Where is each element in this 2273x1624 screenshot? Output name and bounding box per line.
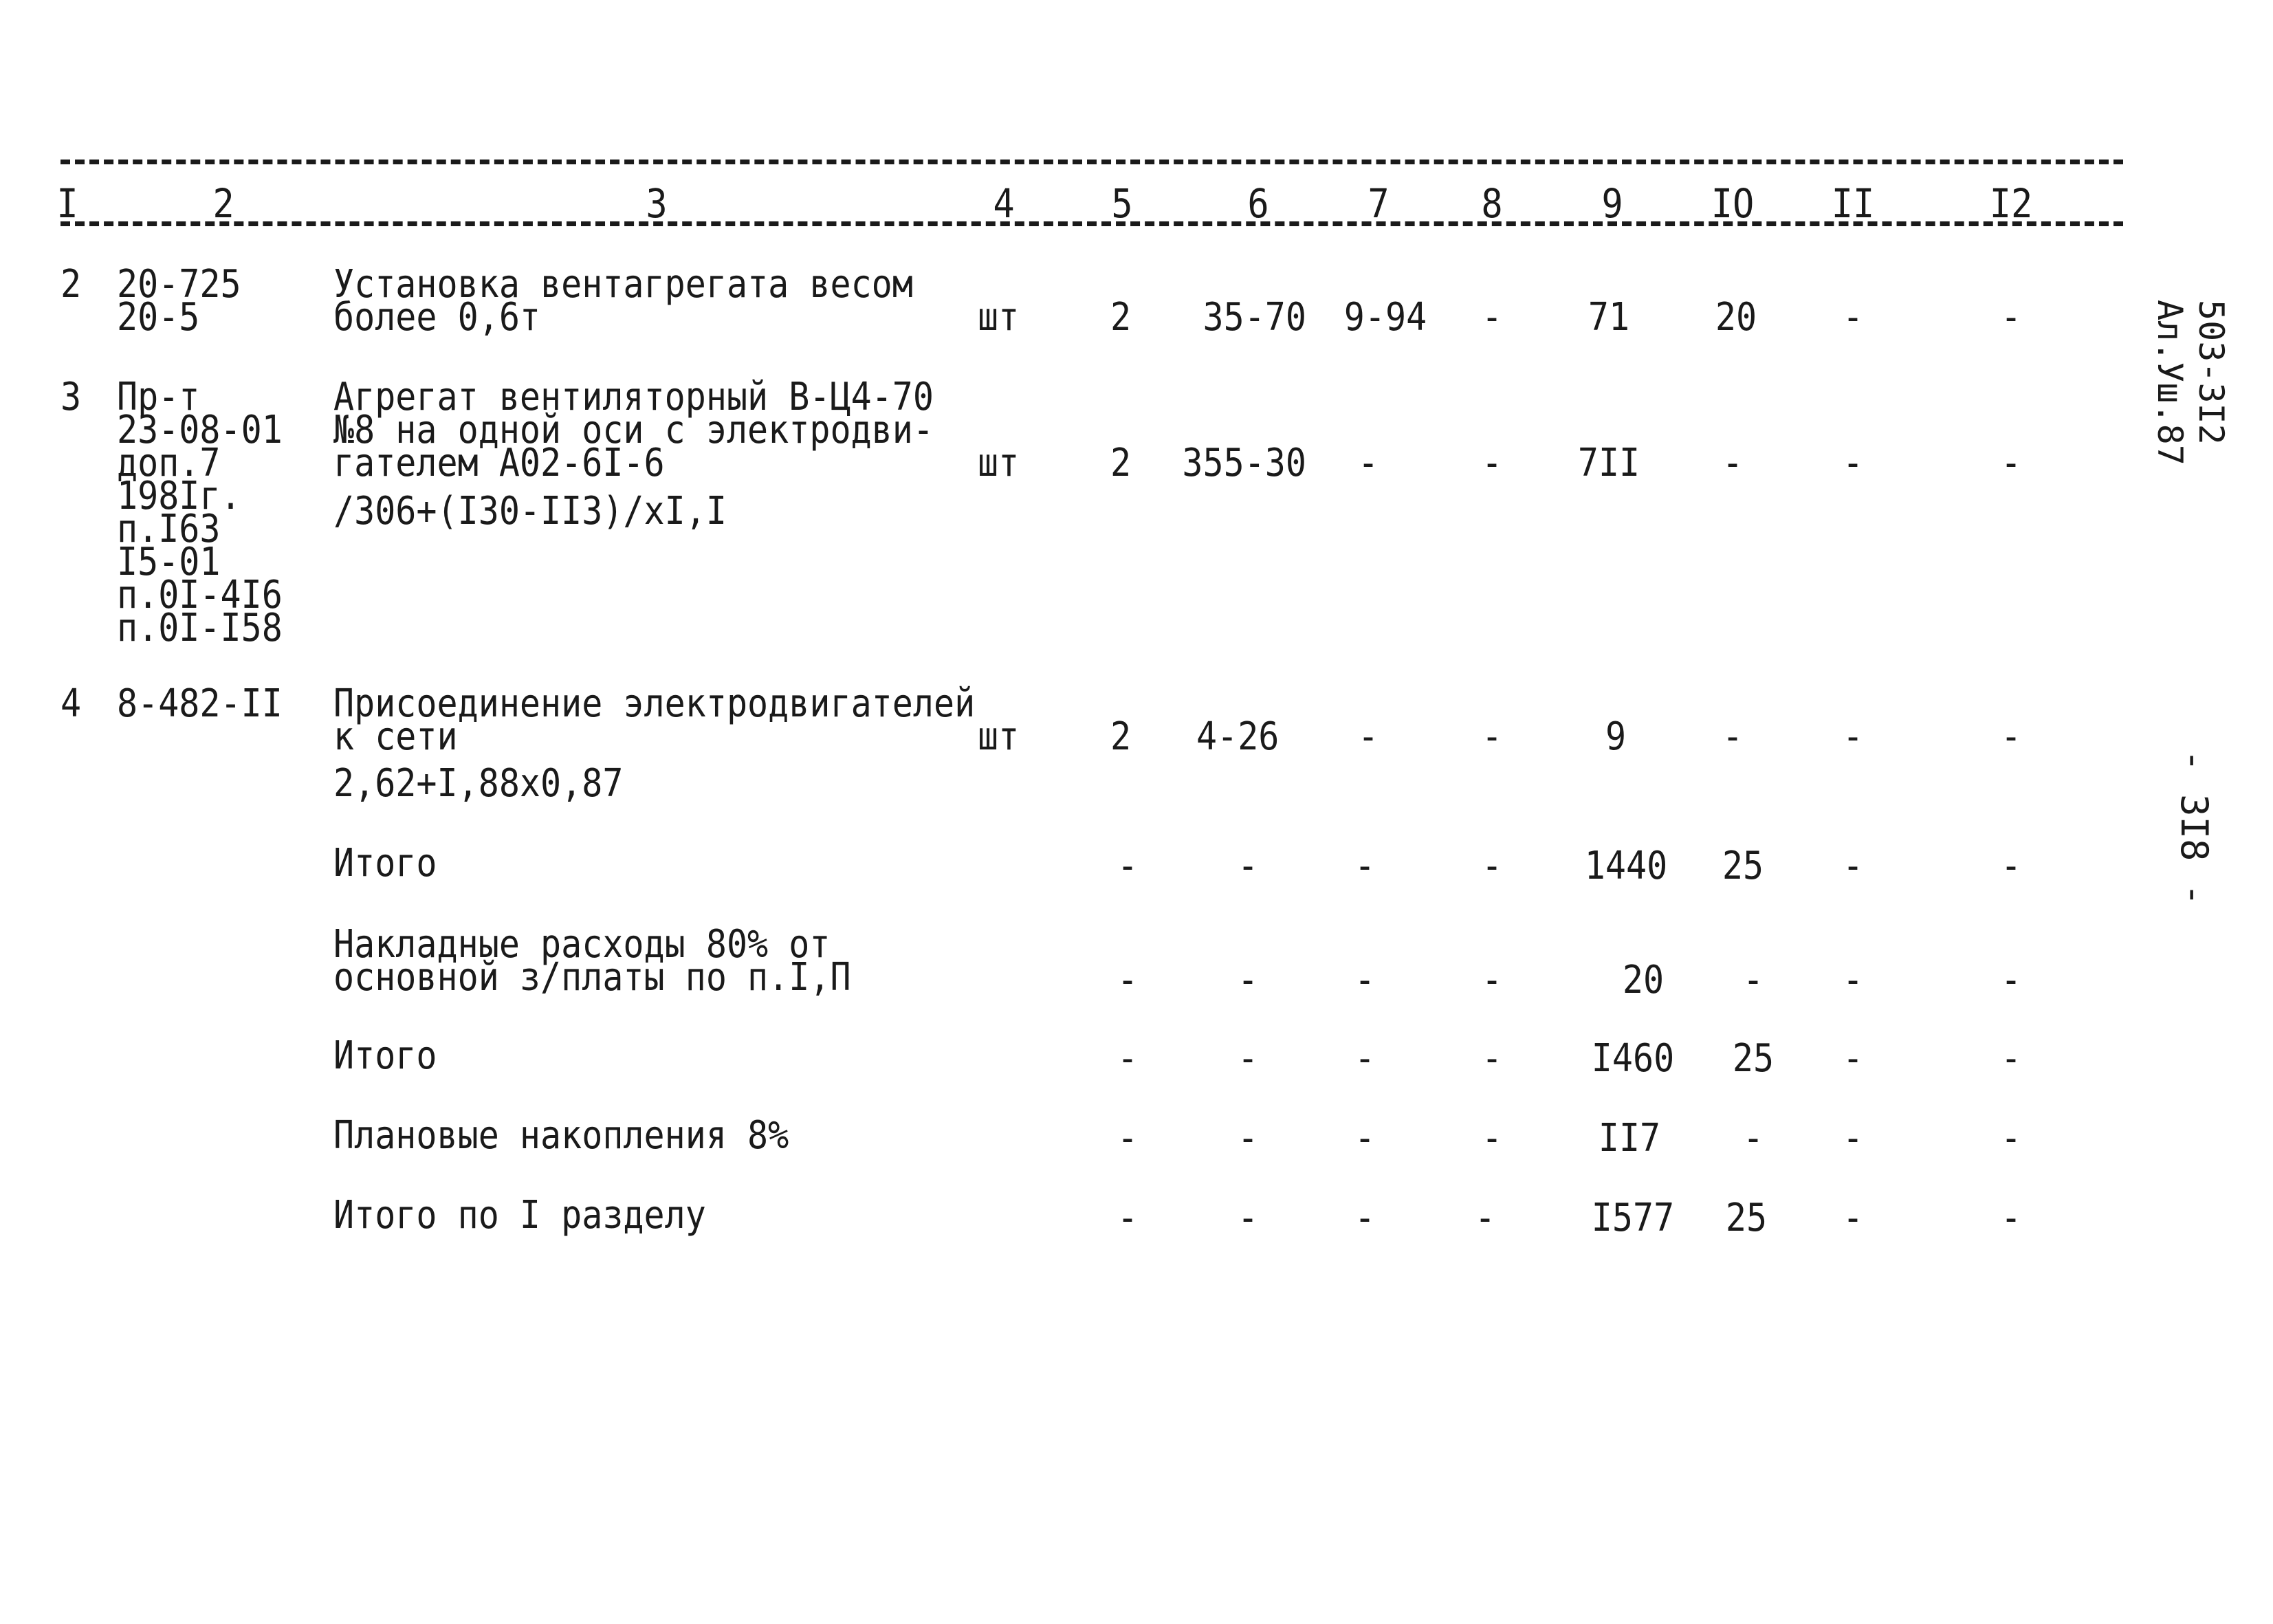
totals-col11: - [1842, 843, 1864, 888]
totals-col7: - [1354, 1115, 1376, 1161]
row-code-line: п.0I-I58 [117, 605, 283, 650]
totals-label: Итого [333, 1033, 437, 1078]
row-code-line: п.0I-4I6 [117, 572, 283, 617]
row-code-line: доп.7 [117, 440, 221, 485]
totals-col12: - [2000, 957, 2022, 1002]
totals-label: Плановые накопления 8% [333, 1112, 789, 1158]
totals-col11: - [1842, 957, 1864, 1002]
row-col10: - [1722, 440, 1744, 485]
totals-col11: - [1842, 1035, 1864, 1081]
row-col12: - [2000, 294, 2022, 340]
col-header-4: 4 [993, 181, 1015, 228]
totals-col5: - [1117, 1195, 1139, 1240]
totals-col6: - [1237, 843, 1259, 888]
row-col11: - [1842, 714, 1864, 759]
row-price: 35-70 [1203, 294, 1306, 340]
totals-col6: - [1237, 1195, 1259, 1240]
row-col8: - [1481, 714, 1503, 759]
row-description-line: гателем А02-6I-6 [333, 440, 665, 485]
row-position: 3 [61, 374, 82, 419]
row-position: 2 [61, 261, 82, 307]
document-code: 503-3I2 [2191, 300, 2231, 445]
row-col8: - [1481, 440, 1503, 485]
col-header-11: II [1831, 181, 1875, 228]
totals-col11: - [1842, 1195, 1864, 1240]
totals-col9: 20 [1622, 957, 1665, 1002]
row-col10: - [1722, 714, 1744, 759]
col-header-2: 2 [212, 181, 234, 228]
totals-col8: - [1474, 1195, 1496, 1240]
col-header-5: 5 [1111, 181, 1133, 228]
row-description-line: более 0,6т [333, 294, 541, 340]
totals-col6: - [1237, 1115, 1259, 1161]
row-code-line: п.I63 [117, 506, 221, 551]
row-description-line: Агрегат вентиляторный В-Ц4-70 [333, 374, 934, 419]
totals-col12: - [2000, 843, 2022, 888]
totals-col8: - [1481, 843, 1503, 888]
header-rule-bottom [61, 221, 2123, 226]
row-unit: шт [978, 294, 1020, 340]
totals-col8: - [1481, 1035, 1503, 1081]
col-header-6: 6 [1247, 181, 1269, 228]
totals-col5: - [1117, 1035, 1139, 1081]
row-code-line: 8-482-II [117, 681, 283, 726]
totals-col6: - [1237, 1035, 1259, 1081]
totals-col8: - [1481, 1115, 1503, 1161]
row-price: 4-26 [1196, 714, 1280, 759]
row-col12: - [2000, 440, 2022, 485]
totals-col5: - [1117, 843, 1139, 888]
row-col9: 7II [1577, 440, 1640, 485]
totals-col6: - [1237, 957, 1259, 1002]
row-col7: - [1357, 440, 1379, 485]
row-col11: - [1842, 440, 1864, 485]
totals-col10: - [1742, 1115, 1764, 1161]
col-header-10: IO [1711, 181, 1755, 228]
row-qty: 2 [1110, 294, 1132, 340]
row-code-line: Пр-т [117, 374, 200, 419]
row-description-line: №8 на одной оси с электродви- [333, 407, 934, 452]
totals-col12: - [2000, 1195, 2022, 1240]
album-label: Ал.Уш.87 [2150, 300, 2190, 465]
totals-col10: 25 [1722, 843, 1764, 888]
row-code-line: 20-5 [117, 294, 200, 340]
row-qty: 2 [1110, 714, 1132, 759]
row-code-line: I5-01 [117, 539, 221, 584]
row-description-line: Установка вентагрегата весом [333, 261, 913, 307]
totals-label: Накладные расходы 80% от [333, 921, 831, 967]
totals-col10: - [1742, 957, 1764, 1002]
row-calculation: /306+(I30-II3)/xI,I [333, 488, 727, 534]
col-header-3: 3 [646, 181, 668, 228]
totals-col9: I577 [1591, 1195, 1675, 1240]
row-calculation: 2,62+I,88x0,87 [333, 760, 624, 806]
col-header-9: 9 [1601, 181, 1623, 228]
totals-col11: - [1842, 1115, 1864, 1161]
row-code-line: 23-08-01 [117, 407, 283, 452]
totals-col12: - [2000, 1035, 2022, 1081]
row-col9: 9 [1605, 714, 1627, 759]
totals-col8: - [1481, 957, 1503, 1002]
totals-col10: 25 [1725, 1195, 1768, 1240]
row-col12: - [2000, 714, 2022, 759]
row-code-line: 20-725 [117, 261, 241, 307]
totals-col12: - [2000, 1115, 2022, 1161]
totals-col5: - [1117, 957, 1139, 1002]
row-col7: 9-94 [1343, 294, 1427, 340]
row-code-line: 198Iг. [117, 473, 241, 518]
col-header-7: 7 [1368, 181, 1390, 228]
row-col7: - [1357, 714, 1379, 759]
row-col9: 71 [1588, 294, 1630, 340]
row-unit: шт [978, 714, 1020, 759]
row-col11: - [1842, 294, 1864, 340]
totals-col10: 25 [1732, 1035, 1775, 1081]
row-col10: 20 [1715, 294, 1757, 340]
row-position: 4 [61, 681, 82, 726]
col-header-8: 8 [1481, 181, 1503, 228]
totals-col9: 1440 [1584, 843, 1668, 888]
header-rule-top [61, 160, 2123, 164]
page-number: - 3I8 - [2173, 749, 2216, 906]
row-unit: шт [978, 440, 1020, 485]
totals-col5: - [1117, 1115, 1139, 1161]
totals-col7: - [1354, 1195, 1376, 1240]
totals-col7: - [1354, 957, 1376, 1002]
totals-label: основной з/платы по п.I,П [333, 954, 851, 1000]
totals-col9: II7 [1598, 1115, 1661, 1161]
col-header-12: I2 [1989, 181, 2033, 228]
row-qty: 2 [1110, 440, 1132, 485]
row-col8: - [1481, 294, 1503, 340]
totals-col9: I460 [1591, 1035, 1675, 1081]
row-price: 355-30 [1182, 440, 1306, 485]
totals-label: Итого [333, 840, 437, 886]
totals-col7: - [1354, 1035, 1376, 1081]
row-description-line: к сети [333, 714, 458, 759]
totals-col7: - [1354, 843, 1376, 888]
col-header-1: I [56, 181, 78, 228]
totals-label: Итого по I разделу [333, 1192, 706, 1238]
row-description-line: Присоединение электродвигателей [333, 681, 976, 726]
